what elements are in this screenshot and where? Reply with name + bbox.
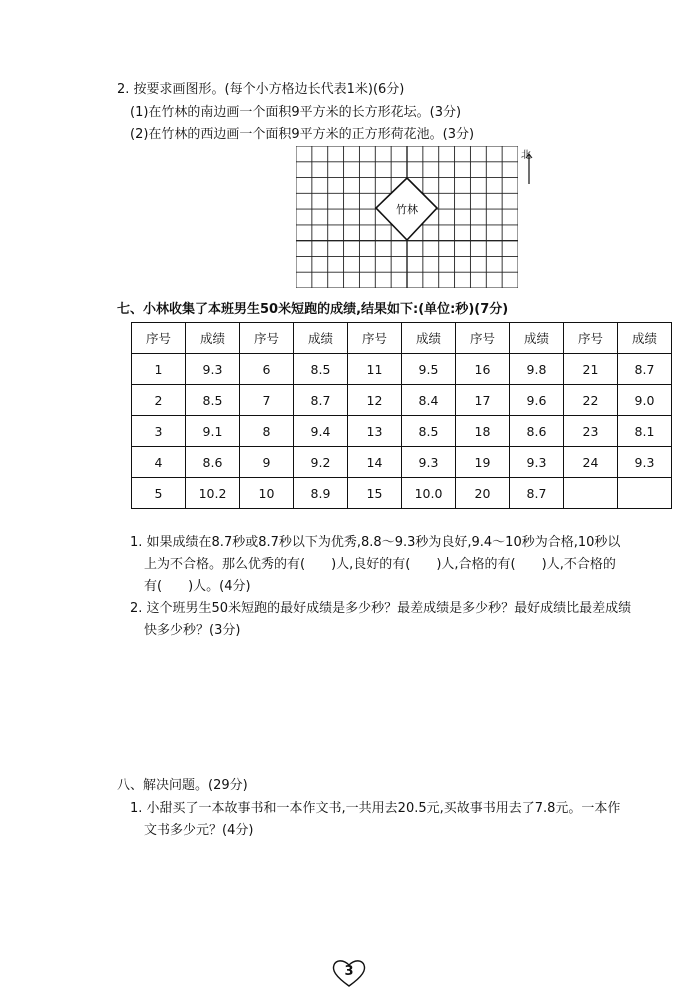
table-cell: 9.0 bbox=[618, 385, 672, 416]
drawing-grid[interactable] bbox=[296, 146, 518, 288]
table-cell: 9.3 bbox=[186, 354, 240, 385]
table-cell: 10.0 bbox=[402, 478, 456, 509]
section7-title: 七、小林收集了本班男生50米短跑的成绩,结果如下:(单位:秒)(7分) bbox=[117, 302, 509, 317]
table-cell: 5 bbox=[132, 478, 186, 509]
table-cell: 8.5 bbox=[402, 416, 456, 447]
s7-q2-line1: 2. 这个班男生50米短跑的最好成绩是多少秒？最差成绩是多少秒？最好成绩比最差成绩 bbox=[130, 601, 632, 616]
table-cell: 9.3 bbox=[510, 447, 564, 478]
header-cell: 序号 bbox=[132, 323, 186, 354]
section8-title: 八、解决问题。(29分) bbox=[117, 778, 248, 793]
header-cell: 序号 bbox=[564, 323, 618, 354]
table-cell: 8.5 bbox=[294, 354, 348, 385]
table-cell: 9.8 bbox=[510, 354, 564, 385]
table-cell: 4 bbox=[132, 447, 186, 478]
table-cell: 8.7 bbox=[294, 385, 348, 416]
table-cell: 9.1 bbox=[186, 416, 240, 447]
table-cell: 7 bbox=[240, 385, 294, 416]
table-cell: 9 bbox=[240, 447, 294, 478]
table-cell: 9.3 bbox=[618, 447, 672, 478]
north-arrow-icon bbox=[521, 146, 535, 186]
s7-q1-line3: 有( )人。(4分) bbox=[144, 579, 251, 594]
table-row bbox=[132, 416, 672, 447]
table-cell: 15 bbox=[348, 478, 402, 509]
header-cell: 序号 bbox=[348, 323, 402, 354]
table-cell: 12 bbox=[348, 385, 402, 416]
table-cell: 22 bbox=[564, 385, 618, 416]
table-cell: 8.5 bbox=[186, 385, 240, 416]
table-cell: 8.1 bbox=[618, 416, 672, 447]
table-cell: 8 bbox=[240, 416, 294, 447]
header-cell: 成绩 bbox=[510, 323, 564, 354]
q2-item-1: (1)在竹林的南边画一个面积9平方米的长方形花坛。(3分) bbox=[130, 105, 462, 120]
page-number-text: 3 bbox=[344, 964, 354, 979]
s8-q1-line1: 1. 小甜买了一本故事书和一本作文书,一共用去20.5元,买故事书用去了7.8元。一本作 bbox=[130, 801, 621, 816]
table-row bbox=[132, 354, 672, 385]
table-cell: 20 bbox=[456, 478, 510, 509]
header-cell: 成绩 bbox=[186, 323, 240, 354]
table-cell: 19 bbox=[456, 447, 510, 478]
table-cell: 23 bbox=[564, 416, 618, 447]
table-cell: 21 bbox=[564, 354, 618, 385]
table-cell: 9.3 bbox=[402, 447, 456, 478]
header-cell: 成绩 bbox=[618, 323, 672, 354]
table-cell: 8.4 bbox=[402, 385, 456, 416]
table-cell: 9.6 bbox=[510, 385, 564, 416]
table-cell: 8.7 bbox=[618, 354, 672, 385]
header-cell: 成绩 bbox=[402, 323, 456, 354]
table-cell: 8.7 bbox=[510, 478, 564, 509]
table-cell: 11 bbox=[348, 354, 402, 385]
table-cell: 14 bbox=[348, 447, 402, 478]
header-cell: 序号 bbox=[240, 323, 294, 354]
table-cell: 2 bbox=[132, 385, 186, 416]
s7-q1-line2: 上为不合格。那么优秀的有( )人,良好的有( )人,合格的有( )人,不合格的 bbox=[144, 557, 616, 572]
table-cell bbox=[564, 478, 618, 509]
table-cell: 10.2 bbox=[186, 478, 240, 509]
table-cell: 8.6 bbox=[510, 416, 564, 447]
table-cell bbox=[618, 478, 672, 509]
table-cell: 24 bbox=[564, 447, 618, 478]
table-row bbox=[132, 385, 672, 416]
page-number bbox=[331, 958, 367, 988]
table-cell: 8.6 bbox=[186, 447, 240, 478]
s7-q2-line2: 快多少秒？(3分) bbox=[144, 623, 241, 638]
table-cell: 13 bbox=[348, 416, 402, 447]
table-cell: 3 bbox=[132, 416, 186, 447]
table-cell: 1 bbox=[132, 354, 186, 385]
table-cell: 16 bbox=[456, 354, 510, 385]
s8-q1-line2: 文书多少元？(4分) bbox=[144, 823, 254, 838]
north-arrow bbox=[521, 146, 535, 186]
table-cell: 9.4 bbox=[294, 416, 348, 447]
table-cell: 18 bbox=[456, 416, 510, 447]
q2-item-2: (2)在竹林的西边画一个面积9平方米的正方形荷花池。(3分) bbox=[130, 127, 475, 142]
table-cell: 10 bbox=[240, 478, 294, 509]
scores-table bbox=[131, 322, 672, 509]
table-cell: 17 bbox=[456, 385, 510, 416]
bamboo-label: 竹林 bbox=[396, 203, 418, 216]
table-header-row bbox=[132, 323, 672, 354]
table-row bbox=[132, 447, 672, 478]
north-label: 北 bbox=[521, 150, 531, 161]
table-cell: 9.5 bbox=[402, 354, 456, 385]
header-cell: 成绩 bbox=[294, 323, 348, 354]
table-row bbox=[132, 478, 672, 509]
header-cell: 序号 bbox=[456, 323, 510, 354]
table-cell: 9.2 bbox=[294, 447, 348, 478]
q2-title: 2. 按要求画图形。(每个小方格边长代表1米)(6分) bbox=[117, 82, 405, 97]
table-cell: 6 bbox=[240, 354, 294, 385]
s7-q1-line1: 1. 如果成绩在8.7秒或8.7秒以下为优秀,8.8～9.3秒为良好,9.4～10秒为合格,10秒以 bbox=[130, 535, 621, 550]
table-cell: 8.9 bbox=[294, 478, 348, 509]
